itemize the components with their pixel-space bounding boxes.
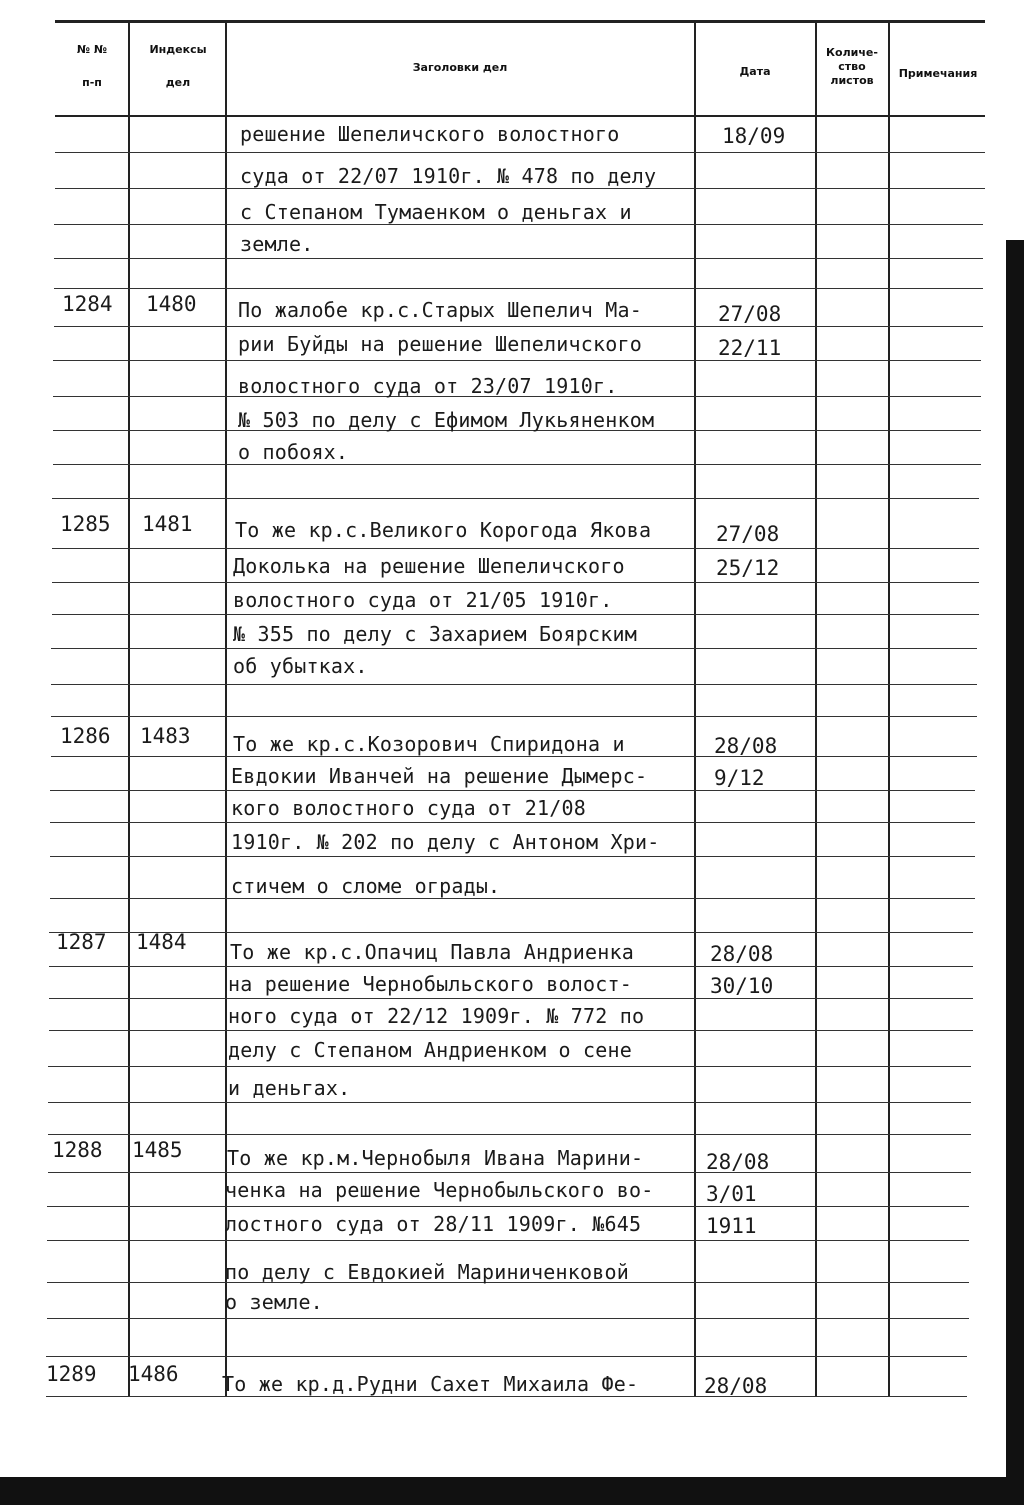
ruled-line [50,898,975,899]
header-num-line1: № № [76,43,108,56]
entry-line: о земле. [225,1290,323,1314]
header-title: Заголовки дел [412,61,508,74]
table-top-border [55,20,985,23]
entry-number: 1285 [60,512,111,536]
entry-line: на решение Чернобыльского волост- [228,972,632,996]
entry-line: стичем о сломе ограды. [231,874,501,898]
entry-line: 1910г. № 202 по делу с Антоном Хри- [231,830,660,854]
entry-line: и деньгах. [228,1076,351,1100]
entry-date: 28/08 [710,942,774,966]
entry-line: об убытках. [233,654,368,678]
ruled-line [54,224,983,225]
entry-line: ченка на решение Чернобыльского во- [225,1178,654,1202]
entry-number: 1289 [46,1362,97,1386]
ruled-line [47,1206,969,1207]
column-divider [128,22,130,1397]
entry-index: 1484 [136,930,187,954]
ruled-line [49,1030,973,1031]
ruled-line [51,756,977,757]
ruled-line [55,152,985,153]
ruled-line [50,790,975,791]
entry-line: То же кр.м.Чернобыля Ивана Марини- [227,1146,644,1170]
ruled-line [46,1356,967,1357]
header-sheets-line3: листов [830,74,874,87]
ruled-line [48,1102,971,1103]
entry-line: кого волостного суда от 21/08 [231,796,586,820]
ruled-line [52,614,979,615]
entry-line: № 355 по делу с Захарием Боярским [233,622,637,646]
header-sheets-line2: ство [838,60,866,73]
entry-line: То же кр.с.Великого Корогода Якова [235,518,652,542]
entry-line: с Степаном Тумаенком о деньгах и [240,200,632,224]
entry-date: 9/12 [714,766,765,790]
header-index [132,42,224,90]
header-bottom-border [55,115,985,117]
ruled-line [49,966,973,967]
ruled-line [52,498,979,499]
ruled-line [47,1318,969,1319]
ruled-line [51,648,977,649]
entry-number: 1288 [52,1138,103,1162]
entry-line: Евдокии Иванчей на решение Дымерс- [231,764,648,788]
entry-line: ного суда от 22/12 1909г. № 772 по [228,1004,645,1028]
entry-line: лостного суда от 28/11 1909г. №645 [225,1212,642,1236]
entry-index: 1480 [146,292,197,316]
entry-date: 1911 [706,1214,757,1238]
ruled-line [51,716,977,717]
entry-date: 27/08 [716,522,780,546]
entry-date: 18/09 [722,124,786,148]
ruled-line [55,188,985,189]
entry-line: делу с Степаном Андриенком о сене [228,1038,632,1062]
ruled-line [48,1066,971,1067]
entry-line: То же кр.д.Рудни Сахет Михаила Фе- [222,1372,639,1396]
entry-date: 30/10 [710,974,774,998]
entry-line: волостного суда от 21/05 1910г. [233,588,613,612]
entry-line: по делу с Евдокией Мариниченковой [225,1260,629,1284]
ruled-line [50,856,975,857]
column-divider [888,22,890,1397]
header-sheets-line1: Количе- [826,46,878,59]
header-sheets [817,46,887,88]
entry-date: 28/08 [704,1374,768,1398]
ruled-line [54,258,983,259]
entry-line: волостного суда от 23/07 1910г. [238,374,618,398]
entry-line: о побоях. [238,440,349,464]
header-date: Дата [739,65,771,78]
ruled-line [46,1396,967,1397]
ruled-line [54,288,983,289]
entry-date: 22/11 [718,336,782,360]
scan-bottom-shadow [0,1477,1024,1505]
entry-date: 3/01 [706,1182,757,1206]
header-num-line2: п-п [82,76,102,89]
scan-edge-shadow [1006,240,1024,1505]
entry-date: 28/08 [714,734,778,758]
ruled-line [50,822,975,823]
ruled-line [54,326,983,327]
entry-line: № 503 по делу с Ефимом Лукьяненком [238,408,655,432]
entry-index: 1485 [132,1138,183,1162]
ruled-line [49,932,973,933]
ruled-line [52,548,979,549]
header-num [58,42,126,90]
ruled-line [49,998,973,999]
ruled-line [52,582,979,583]
entry-index: 1483 [140,724,191,748]
ruled-line [53,360,981,361]
header-index-line1: Индексы [149,43,207,56]
ruled-line [48,1134,971,1135]
ruled-line [47,1240,969,1241]
entry-date: 28/08 [706,1150,770,1174]
entry-date: 27/08 [718,302,782,326]
header-notes: Примечания [898,67,978,80]
entry-line: По жалобе кр.с.Старых Шепелич Ма- [238,298,642,322]
entry-line: рии Буйды на решение Шепеличского [238,332,642,356]
ruled-line [51,684,977,685]
entry-line: земле. [240,232,314,256]
entry-number: 1286 [60,724,111,748]
column-divider [815,22,817,1397]
entry-line: То же кр.с.Козорович Спиридона и [233,732,625,756]
entry-line: То же кр.с.Опачиц Павла Андриенка [230,940,634,964]
entry-index: 1486 [128,1362,179,1386]
column-divider [694,22,696,1397]
entry-index: 1481 [142,512,193,536]
entry-number: 1287 [56,930,107,954]
header-index-line2: дел [165,76,191,89]
ruled-line [53,464,981,465]
entry-date: 25/12 [716,556,780,580]
entry-line: суда от 22/07 1910г. № 478 по делу [240,164,657,188]
entry-line: Доколька на решение Шепеличского [233,554,625,578]
ruled-line [48,1172,971,1173]
entry-number: 1284 [62,292,113,316]
entry-line: решение Шепеличского волостного [240,122,620,146]
